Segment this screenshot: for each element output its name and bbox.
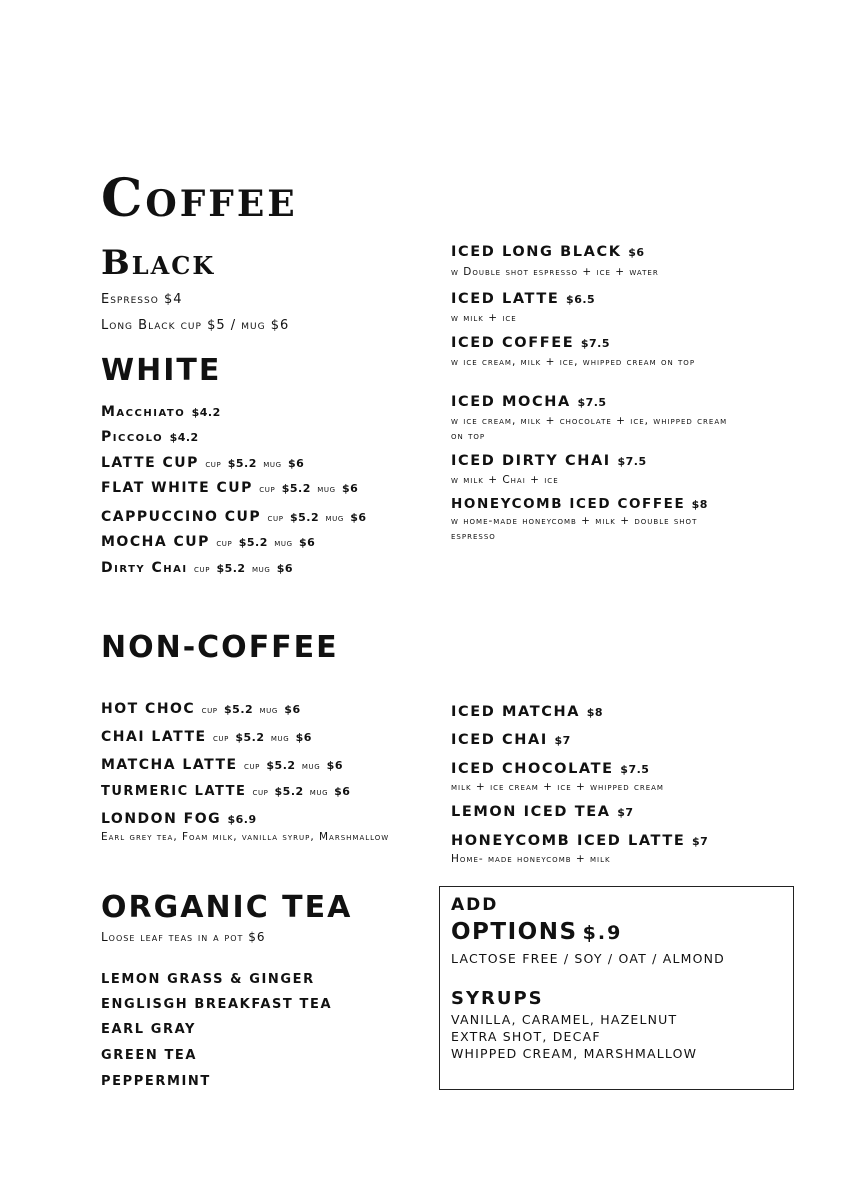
cup-price: $5.2 [224, 703, 254, 716]
item-description: w Double shot espresso + ice + water [451, 266, 659, 278]
mug-price: $6 [299, 536, 316, 549]
item-price: $6 [628, 246, 645, 259]
coffee-heading: Coffee [101, 168, 298, 229]
options-title: OPTIONS [451, 919, 578, 945]
item-name: ICED LONG BLACK [451, 244, 622, 260]
item-name: LEMON ICED TEA [451, 804, 611, 820]
cup-price: $5.2 [216, 562, 246, 575]
menu-item-turmeric-latte [101, 784, 350, 799]
tea-item: GREEN TEA [101, 1048, 198, 1063]
tea-item: ENGLISGH BREAKFAST TEA [101, 997, 333, 1012]
menu-item-macchiato [101, 404, 221, 420]
item-name: CAPPUCCINO CUP [101, 509, 262, 525]
mug-label: mug [274, 538, 293, 549]
cup-price: $5.2 [281, 482, 311, 495]
item-name: ICED MATCHA [451, 704, 581, 720]
menu-item-cappuccino [101, 509, 367, 525]
menu-item-flat-white [101, 480, 358, 496]
item-name: ICED MOCHA [451, 394, 571, 410]
item-name: Piccolo [101, 429, 164, 445]
item-name: HONEYCOMB ICED LATTE [451, 833, 686, 849]
syrups-heading: SYRUPS [451, 988, 544, 1009]
menu-item-piccolo [101, 429, 199, 445]
mug-label: mug [301, 761, 321, 772]
mug-price: $6 [288, 457, 305, 470]
item-price: $7 [692, 835, 709, 848]
item-name: Espresso [101, 292, 159, 307]
mug-price: $6 [276, 562, 294, 575]
item-name: Dirty Chai [101, 560, 188, 576]
item-price: $7.5 [580, 337, 611, 350]
item-description: w milk + ice [451, 312, 517, 324]
menu-item-london-fog [101, 811, 257, 827]
cup-label: cup [267, 513, 284, 524]
tea-subtitle: Loose leaf teas in a pot $6 [101, 930, 266, 944]
mug-price: $6 [284, 703, 301, 716]
item-description: w ice cream, milk + chocolate + ice, whipped cream on top [451, 415, 728, 442]
mug-price: $6 [350, 511, 367, 524]
mug-label: mug [263, 459, 282, 470]
item-name: TURMERIC LATTE [101, 784, 247, 799]
mug-label: mug [251, 564, 271, 575]
mug-label: mug [259, 705, 278, 716]
cup-price: $5.2 [235, 731, 265, 744]
item-description: w home-made honeycomb + milk + double shot espresso [451, 515, 698, 542]
item-price: $7 [617, 806, 634, 819]
item-price: $7.5 [620, 763, 650, 776]
item-name: FLAT WHITE CUP [101, 480, 253, 496]
syrups-line: EXTRA SHOT, DECAF [451, 1029, 601, 1044]
item-price: $5 / mug $6 [207, 318, 290, 333]
black-heading: Black [101, 243, 216, 283]
cup-label: cup [212, 733, 229, 744]
cup-label: cup [216, 538, 233, 549]
item-name: CHAI LATTE [101, 729, 207, 745]
item-price: $7.5 [577, 396, 607, 409]
item-price: $6.9 [227, 813, 257, 826]
item-price: $8 [586, 706, 604, 719]
add-heading: ADD [451, 895, 499, 915]
item-name: ICED LATTE [451, 291, 560, 307]
mug-price: $6 [342, 482, 359, 495]
menu-item-long-black [101, 318, 289, 333]
menu-item-iced-mocha [451, 394, 607, 410]
syrups-line: WHIPPED CREAM, MARSHMALLOW [451, 1046, 698, 1061]
item-description: Home- made honeycomb + milk [451, 853, 611, 865]
cup-label: cup [259, 484, 276, 495]
non-coffee-heading: NON-COFFEE [101, 630, 339, 665]
menu-item-iced-latte [451, 291, 595, 307]
item-description: w milk + Chai + ice [451, 474, 559, 486]
item-name: MATCHA LATTE [101, 757, 238, 773]
menu-item-latte [101, 455, 304, 471]
syrups-line: VANILLA, CARAMEL, HAZELNUT [451, 1012, 678, 1027]
item-price: $4.2 [169, 431, 199, 444]
menu-item-iced-coffee [451, 335, 610, 351]
mug-label: mug [270, 733, 290, 744]
menu-item-iced-chai [451, 732, 571, 748]
options-heading [451, 919, 622, 945]
options-price: $.9 [582, 922, 623, 944]
white-heading: WHITE [101, 353, 222, 388]
cup-label: cup [201, 705, 218, 716]
item-price: $6.5 [566, 293, 596, 306]
item-name: ICED COFFEE [451, 335, 575, 351]
cup-label: cup [194, 564, 211, 575]
menu-item-iced-long-black [451, 244, 645, 260]
item-price: $7.5 [617, 455, 647, 468]
cup-label: cup [252, 787, 269, 798]
menu-item-espresso [101, 292, 183, 307]
menu-item-chai-latte [101, 729, 312, 745]
menu-item-honeycomb-iced-coffee [451, 496, 708, 512]
item-name: LATTE CUP [101, 455, 199, 471]
item-name: ICED CHOCOLATE [451, 761, 614, 777]
menu-item-iced-chocolate [451, 761, 649, 777]
organic-tea-heading: ORGANIC TEA [101, 890, 353, 925]
item-name: ICED CHAI [451, 732, 548, 748]
item-name: Macchiato [101, 404, 186, 420]
item-price: $7 [554, 734, 571, 747]
item-description: w ice cream, milk + ice, whipped cream on top [451, 356, 696, 368]
menu-item-mocha [101, 534, 315, 550]
menu-item-lemon-iced-tea [451, 804, 634, 820]
mug-label: mug [309, 787, 329, 798]
mug-label: mug [325, 513, 344, 524]
item-name: ICED DIRTY CHAI [451, 453, 611, 469]
tea-item: PEPPERMINT [101, 1074, 211, 1089]
item-name: LONDON FOG [101, 811, 222, 827]
menu-item-dirty-chai [101, 560, 293, 576]
menu-item-honeycomb-iced-latte [451, 833, 708, 849]
item-description: Earl grey tea, Foam milk, vanilla syrup, Marshmallow [101, 831, 390, 843]
cup-price: $5.2 [274, 785, 304, 798]
mug-price: $6 [334, 785, 351, 798]
menu-item-hot-choc [101, 701, 301, 717]
cup-price: $5.2 [227, 457, 257, 470]
cup-price: $5.2 [289, 511, 320, 524]
cup-price: $5.2 [238, 536, 268, 549]
item-name: Long Black cup [101, 318, 202, 333]
item-description: milk + ice cream + ice + whipped cream [451, 781, 664, 793]
options-list: LACTOSE FREE / SOY / OAT / ALMOND [451, 951, 726, 966]
tea-item: LEMON GRASS & GINGER [101, 972, 315, 987]
cup-label: cup [205, 459, 222, 470]
item-price: $4 [163, 292, 183, 307]
tea-item: EARL GRAY [101, 1022, 197, 1037]
menu-item-matcha-latte [101, 757, 343, 773]
item-price: $8 [691, 498, 708, 511]
item-name: HOT CHOC [101, 701, 196, 717]
menu-item-iced-matcha [451, 704, 603, 720]
item-name: MOCHA CUP [101, 534, 210, 550]
menu-item-iced-dirty-chai [451, 453, 647, 469]
item-name: HONEYCOMB ICED COFFEE [451, 496, 686, 512]
mug-price: $6 [295, 731, 312, 744]
item-price: $4.2 [191, 406, 221, 419]
cup-price: $5.2 [266, 759, 296, 772]
cup-label: cup [243, 761, 261, 772]
mug-label: mug [317, 484, 336, 495]
mug-price: $6 [326, 759, 343, 772]
